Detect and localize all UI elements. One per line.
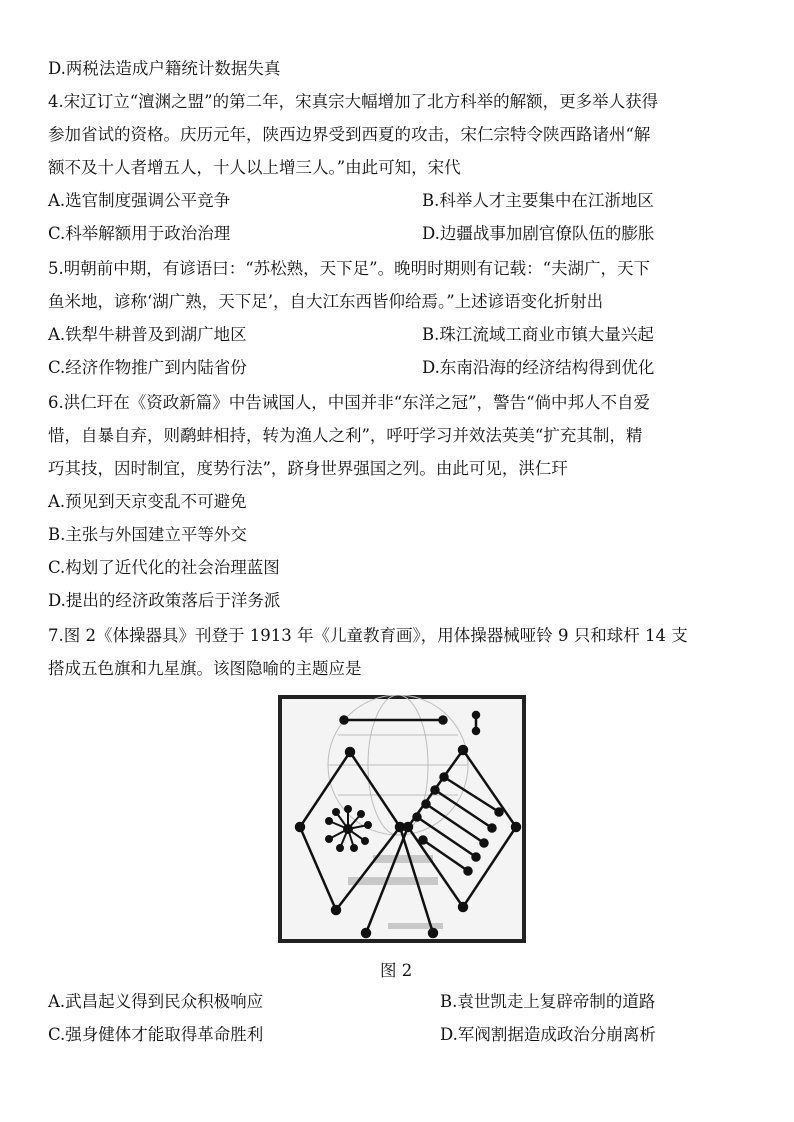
q5-option-b: B.珠江流域工商业市镇大量兴起 [422, 325, 654, 344]
q3-option-d: D.两税法造成户籍统计数据失真 [48, 59, 281, 78]
q5-option-c: C.经济作物推广到内陆省份 [48, 358, 247, 377]
q6-option-a: A.预见到天京变乱不可避免 [48, 492, 247, 511]
q7-option-a: A.武昌起义得到民众积极响应 [48, 992, 264, 1011]
gymnastics-equipment-flags-illustration [278, 695, 526, 943]
q4-option-a: A.选官制度强调公平竞争 [48, 191, 231, 210]
q7-option-b: B.袁世凯走上复辟帝制的道路 [440, 992, 656, 1011]
q4-stem-line-2: 参加省试的资格。庆历元年，陕西边界受到西夏的攻击，宋仁宗特令陕西路诸州“解 [48, 125, 651, 144]
figure-2-illustration [278, 695, 526, 943]
q6-stem-line-2: 惜，自暴自弃，则鹬蚌相持，转为渔人之利”，呼吁学习并效法英美“扩充其制，精 [48, 426, 643, 445]
q4-option-b: B.科举人才主要集中在江浙地区 [422, 191, 654, 210]
q5-option-a: A.铁犁牛耕普及到湖广地区 [48, 325, 247, 344]
q5-option-d: D.东南沿海的经济结构得到优化 [422, 358, 655, 377]
q4-option-d: D.边疆战事加剧官僚队伍的膨胀 [422, 224, 655, 243]
q5-stem-line-1: 5.明朝前中期，有谚语曰：“苏松熟，天下足”。晚明时期则有记载：“夫湖广，天下 [48, 259, 651, 278]
q4-stem-line-1: 4.宋辽订立“澶渊之盟”的第二年，宋真宗大幅增加了北方科举的解额，更多举人获得 [48, 92, 659, 111]
q6-stem-line-1: 6.洪仁玕在《资政新篇》中告诫国人，中国并非“东洋之冠”，警告“倘中邦人不自爱 [48, 393, 651, 412]
q6-stem-line-3: 巧其技，因时制宜，度势行法”，跻身世界强国之列。由此可见，洪仁玕 [48, 459, 568, 478]
q5-stem-line-2: 鱼米地，谚称‘湖广熟，天下足’，自大江东西皆仰给焉。”上述谚语变化折射出 [48, 292, 604, 311]
q7-stem-line-2: 搭成五色旗和九星旗。该图隐喻的主题应是 [48, 659, 362, 678]
q7-option-d: D.军阀割据造成政治分崩离析 [440, 1025, 656, 1044]
q6-option-d: D.提出的经济政策落后于洋务派 [48, 591, 281, 610]
q7-option-c: C.强身健体才能取得革命胜利 [48, 1025, 264, 1044]
q6-option-b: B.主张与外国建立平等外交 [48, 525, 247, 544]
q6-option-c: C.构划了近代化的社会治理蓝图 [48, 558, 280, 577]
q4-option-c: C.科举解额用于政治治理 [48, 224, 231, 243]
q4-stem-line-3: 额不及十人者增五人，十人以上增三人。”由此可知，宋代 [48, 158, 461, 177]
q7-stem-line-1: 7.图 2《体操器具》刊登于 1913 年《儿童教育画》，用体操器械哑铃 9 只和球杆 14 支 [48, 626, 688, 645]
figure-2-caption: 图 2 [380, 961, 413, 980]
